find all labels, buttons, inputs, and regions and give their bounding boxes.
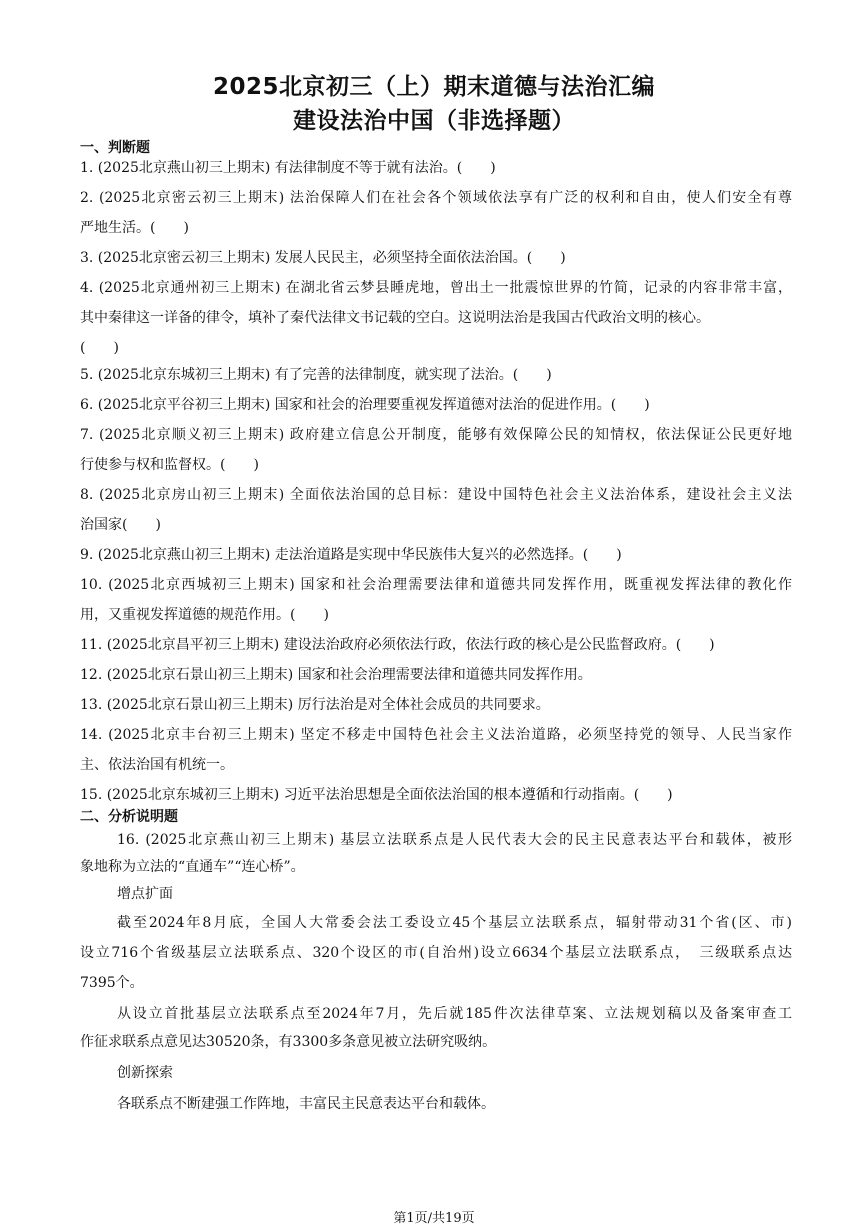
- question-4-line-1: 4. (2025北京通州初三上期末) 在湖北省云梦县睡虎地，曾出土一批震惊世界的竹简，记录的内容非常丰富，: [80, 280, 792, 296]
- question-7-line-2: 行使参与权和监督权。( ): [80, 457, 259, 473]
- paragraph-1-line-2: 设立716个省级基层立法联系点、320个设区的市(自治州)设立6634个基层立法联系点， 三级联系点达: [80, 945, 792, 961]
- question-2-line-1: 2. (2025北京密云初三上期末) 法治保障人们在社会各个领域依法享有广泛的权利和自由，使人们安全有尊: [80, 190, 792, 206]
- page-footer: 第1页/共19页: [393, 1211, 475, 1226]
- paragraph-3-line-1: 各联系点不断建强工作阵地，丰富民主民意表达平台和载体。: [117, 1096, 495, 1112]
- question-3: 3. (2025北京密云初三上期末) 发展人民民主，必须坚持全面依法治国。( ): [80, 250, 566, 266]
- question-13: 13. (2025北京石景山初三上期末) 厉行法治是对全体社会成员的共同要求。: [80, 697, 550, 713]
- paragraph-2-line-1: 从设立首批基层立法联系点至2024年7月，先后就185件次法律草案、立法规划稿以及备案审查工: [117, 1006, 792, 1022]
- question-10-line-1: 10. (2025北京西城初三上期末) 国家和社会治理需要法律和道德共同发挥作用，既重视发挥法律的教化作: [80, 577, 792, 593]
- question-7-line-1: 7. (2025北京顺义初三上期末) 政府建立信息公开制度，能够有效保障公民的知情权，依法保证公民更好地: [80, 427, 792, 443]
- question-4-line-2: 其中秦律这一详备的律令，填补了秦代法律文书记载的空白。这说明法治是我国古代政治文明的核心。: [80, 310, 710, 326]
- question-14-line-1: 14. (2025北京丰台初三上期末) 坚定不移走中国特色社会主义法治道路，必须坚持党的领导、人民当家作: [80, 727, 792, 743]
- subheading-innovation: 创新探索: [117, 1065, 173, 1081]
- question-14-line-2: 主、依法治国有机统一。: [80, 757, 234, 773]
- question-4-line-3: ( ): [80, 340, 119, 356]
- question-16-intro-line-2: 象地称为立法的“直通车”“连心桥”。: [80, 859, 305, 875]
- section-heading-analysis: 二、分析说明题: [80, 809, 178, 825]
- question-10-line-2: 用，又重视发挥道德的规范作用。( ): [80, 607, 329, 623]
- question-6: 6. (2025北京平谷初三上期末) 国家和社会的治理要重视发挥道德对法治的促进作用。( ): [80, 397, 650, 413]
- question-16-intro-line-1: 16. (2025北京燕山初三上期末) 基层立法联系点是人民代表大会的民主民意表达平台和载体，被形: [117, 832, 792, 848]
- paragraph-2-line-2: 作征求联系点意见达30520条，有3300多条意见被立法研究吸纳。: [80, 1034, 497, 1050]
- question-8-line-2: 治国家( ): [80, 517, 161, 533]
- question-12: 12. (2025北京石景山初三上期末) 国家和社会治理需要法律和道德共同发挥作用。: [80, 667, 592, 683]
- question-1: 1. (2025北京燕山初三上期末) 有法律制度不等于就有法治。( ): [80, 160, 496, 176]
- paragraph-1-line-1: 截至2024年8月底，全国人大常委会法工委设立45个基层立法联系点，辐射带动31个省(区、市): [117, 915, 792, 931]
- subheading-expansion: 增点扩面: [117, 886, 173, 902]
- question-15: 15. (2025北京东城初三上期末) 习近平法治思想是全面依法治国的根本遵循和行动指南。( ): [80, 787, 673, 803]
- section-heading-judgment: 一、判断题: [80, 140, 150, 156]
- page-subtitle: 建设法治中国（非选择题）: [293, 108, 575, 134]
- page-title: 2025北京初三（上）期末道德与法治汇编: [212, 74, 655, 100]
- question-9: 9. (2025北京燕山初三上期末) 走法治道路是实现中华民族伟大复兴的必然选择。( ): [80, 547, 622, 563]
- question-5: 5. (2025北京东城初三上期末) 有了完善的法律制度，就实现了法治。( ): [80, 367, 552, 383]
- question-2-line-2: 严地生活。( ): [80, 220, 189, 236]
- paragraph-1-line-3: 7395个。: [80, 975, 144, 991]
- question-11: 11. (2025北京昌平初三上期末) 建设法治政府必须依法行政，依法行政的核心是公民监督政府。( ): [80, 637, 715, 653]
- question-8-line-1: 8. (2025北京房山初三上期末) 全面依法治国的总目标：建设中国特色社会主义法治体系，建设社会主义法: [80, 487, 792, 503]
